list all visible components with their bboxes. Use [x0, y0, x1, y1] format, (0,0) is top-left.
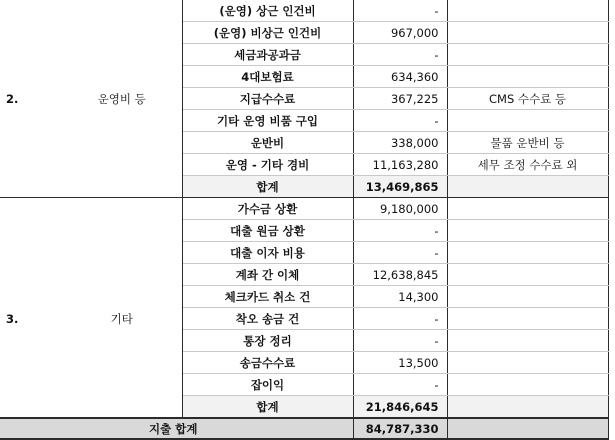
table-row — [0, 264, 608, 286]
item-note — [447, 110, 608, 132]
item-note — [447, 330, 608, 352]
subtotal-label: 합계 — [182, 396, 353, 419]
group-number: 3. — [6, 311, 19, 326]
subtotal-row — [0, 396, 608, 419]
item-amount: - — [353, 374, 447, 396]
item-name: 잡이익 — [182, 374, 353, 396]
item-name: 기타 운영 비품 구입 — [182, 110, 353, 132]
table-row — [0, 308, 608, 330]
item-note: 세무 조정 수수료 외 — [447, 154, 608, 176]
item-amount: 14,300 — [353, 286, 447, 308]
table-row — [0, 352, 608, 374]
item-note: CMS 수수료 등 — [447, 88, 608, 110]
table-row — [0, 44, 608, 66]
table-row — [0, 66, 608, 88]
subtotal-label: 합계 — [182, 176, 353, 198]
item-amount: 338,000 — [353, 132, 447, 154]
item-note — [447, 22, 608, 44]
table-row — [0, 242, 608, 264]
table-row — [0, 374, 608, 396]
item-note — [447, 0, 608, 22]
item-amount: - — [353, 0, 447, 22]
item-amount: 634,360 — [353, 66, 447, 88]
subtotal-note — [447, 176, 608, 198]
table-row — [0, 132, 608, 154]
item-amount: 12,638,845 — [353, 264, 447, 286]
item-name: 4대보험료 — [182, 66, 353, 88]
grand-total-note — [447, 418, 608, 439]
item-note: 물품 운반비 등 — [447, 132, 608, 154]
item-note — [447, 264, 608, 286]
item-amount: 11,163,280 — [353, 154, 447, 176]
subtotal-note — [447, 396, 608, 419]
item-amount: 9,180,000 — [353, 198, 447, 220]
item-note — [447, 198, 608, 220]
table-row — [0, 22, 608, 44]
grand-total-label: 지출 합계 — [0, 418, 353, 439]
item-amount: 967,000 — [353, 22, 447, 44]
table-row — [0, 154, 608, 176]
item-name: 운영 - 기타 경비 — [182, 154, 353, 176]
item-name: 대출 원금 상환 — [182, 220, 353, 242]
item-name: 계좌 간 이체 — [182, 264, 353, 286]
grand-total-row — [0, 418, 608, 439]
subtotal-amount: 21,846,645 — [353, 396, 447, 419]
item-note — [447, 308, 608, 330]
item-name: 착오 송금 건 — [182, 308, 353, 330]
item-amount: - — [353, 110, 447, 132]
item-name: (운영) 상근 인건비 — [182, 0, 353, 22]
item-note — [447, 374, 608, 396]
group-label: 운영비 등 — [62, 88, 182, 110]
item-name: 세금과공과금 — [182, 44, 353, 66]
subtotal-row — [0, 176, 608, 198]
item-amount: - — [353, 330, 447, 352]
item-note — [447, 44, 608, 66]
table-row — [0, 220, 608, 242]
item-amount: 367,225 — [353, 88, 447, 110]
item-amount: - — [353, 242, 447, 264]
table-row — [0, 330, 608, 352]
item-note — [447, 286, 608, 308]
item-note — [447, 352, 608, 374]
item-name: 체크카드 취소 건 — [182, 286, 353, 308]
subtotal-amount: 13,469,865 — [353, 176, 447, 198]
table-row — [0, 88, 608, 110]
group-number: 2. — [6, 91, 19, 106]
item-note — [447, 66, 608, 88]
table-row — [0, 110, 608, 132]
item-name: 통장 정리 — [182, 330, 353, 352]
table-row — [0, 0, 608, 22]
table-row — [0, 198, 608, 220]
group-label: 기타 — [62, 308, 182, 330]
item-amount: - — [353, 44, 447, 66]
item-name: 운반비 — [182, 132, 353, 154]
item-note — [447, 242, 608, 264]
grand-total-amount: 84,787,330 — [353, 418, 447, 439]
item-amount: 13,500 — [353, 352, 447, 374]
item-amount: - — [353, 220, 447, 242]
group-number-cell — [0, 0, 62, 22]
item-amount: - — [353, 308, 447, 330]
item-name: (운영) 비상근 인건비 — [182, 22, 353, 44]
item-name: 대출 이자 비용 — [182, 242, 353, 264]
group-label-cell — [62, 0, 182, 22]
item-note — [447, 220, 608, 242]
item-name: 송금수수료 — [182, 352, 353, 374]
item-name: 가수금 상환 — [182, 198, 353, 220]
table-row — [0, 286, 608, 308]
item-name: 지급수수료 — [182, 88, 353, 110]
